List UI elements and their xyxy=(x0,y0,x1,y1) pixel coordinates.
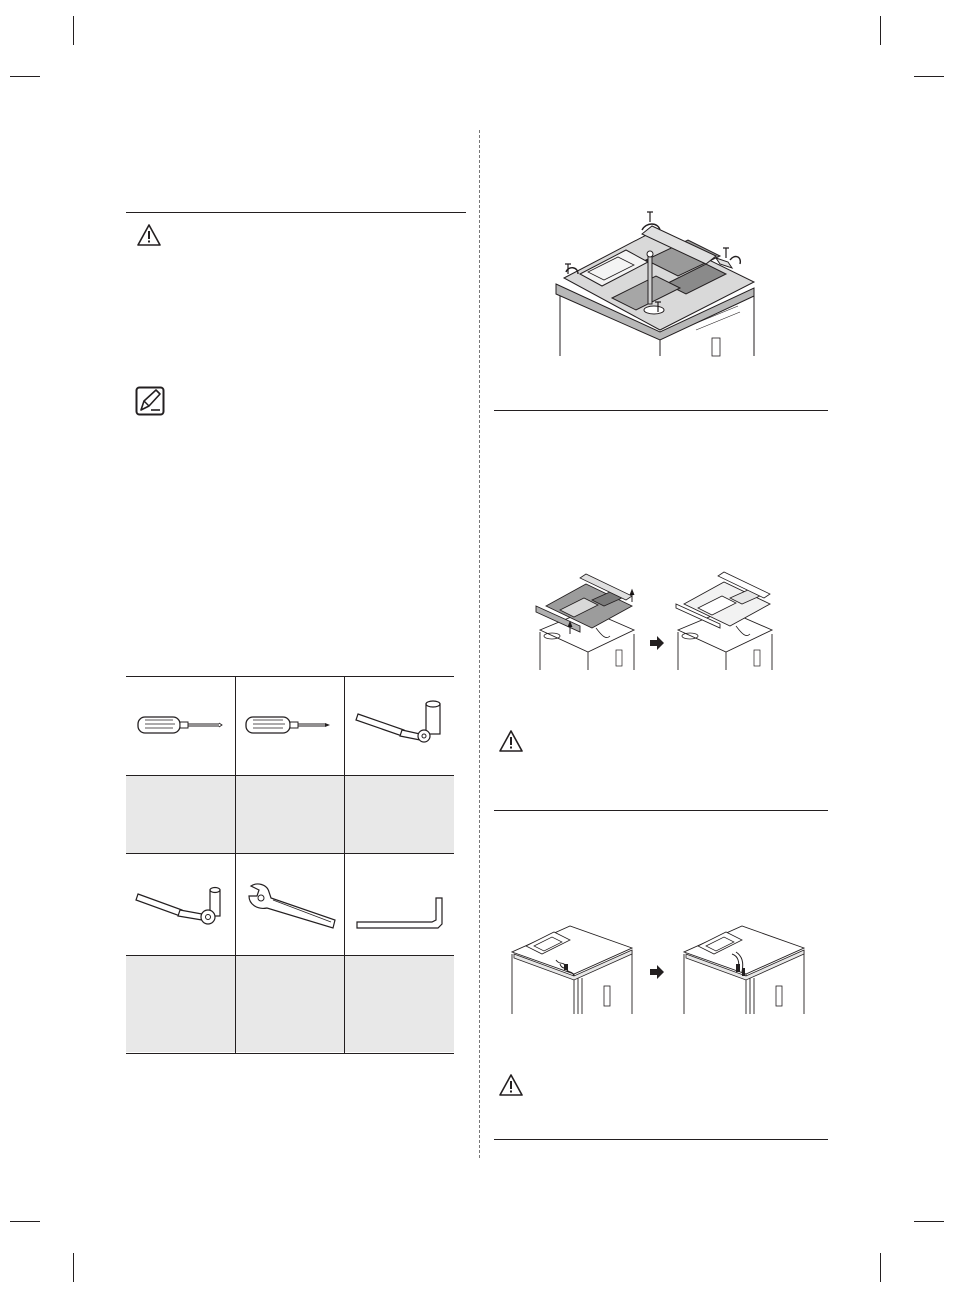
socket-wrench-icon xyxy=(136,884,228,928)
tool-caption-cell xyxy=(236,956,344,1052)
tool-caption-cell xyxy=(345,776,454,853)
crop-mark xyxy=(880,1253,881,1282)
table-gridline xyxy=(126,955,454,956)
adjustable-spanner-icon xyxy=(247,882,339,930)
section-rule xyxy=(126,212,466,213)
fridge-top-cover-illustration xyxy=(556,212,770,358)
warning-triangle-icon xyxy=(499,1074,523,1096)
right-arrow-icon xyxy=(650,636,664,650)
warning-triangle-icon xyxy=(137,224,161,246)
hinge-removed-illustration xyxy=(674,572,778,670)
table-gridline xyxy=(126,775,454,776)
socket-wrench-icon xyxy=(356,700,442,744)
crop-mark xyxy=(880,16,881,45)
flat-screwdriver-icon xyxy=(137,714,223,736)
crop-mark xyxy=(10,76,40,77)
crop-mark xyxy=(73,1253,74,1282)
note-pencil-icon xyxy=(135,386,165,416)
right-arrow-icon xyxy=(650,965,664,979)
tool-caption-cell xyxy=(126,776,235,853)
crop-mark xyxy=(73,16,74,45)
crop-mark xyxy=(914,1221,944,1222)
wire-disconnect-illustration xyxy=(508,920,636,1014)
tool-caption-cell xyxy=(236,776,344,853)
warning-triangle-icon xyxy=(499,730,523,752)
phillips-screwdriver-icon xyxy=(245,714,331,736)
crop-mark xyxy=(10,1221,40,1222)
wire-connected-illustration xyxy=(680,920,808,1014)
section-rule xyxy=(494,810,828,811)
table-gridline xyxy=(344,677,345,1053)
table-gridline xyxy=(235,677,236,1053)
table-gridline xyxy=(126,853,454,854)
tool-caption-cell xyxy=(126,956,235,1052)
crop-mark xyxy=(914,76,944,77)
section-rule xyxy=(494,410,828,411)
section-rule xyxy=(494,1139,828,1140)
tool-caption-cell xyxy=(345,956,454,1052)
column-divider xyxy=(479,130,480,1158)
hinge-removal-illustration xyxy=(536,572,640,670)
allen-key-icon xyxy=(356,896,444,930)
